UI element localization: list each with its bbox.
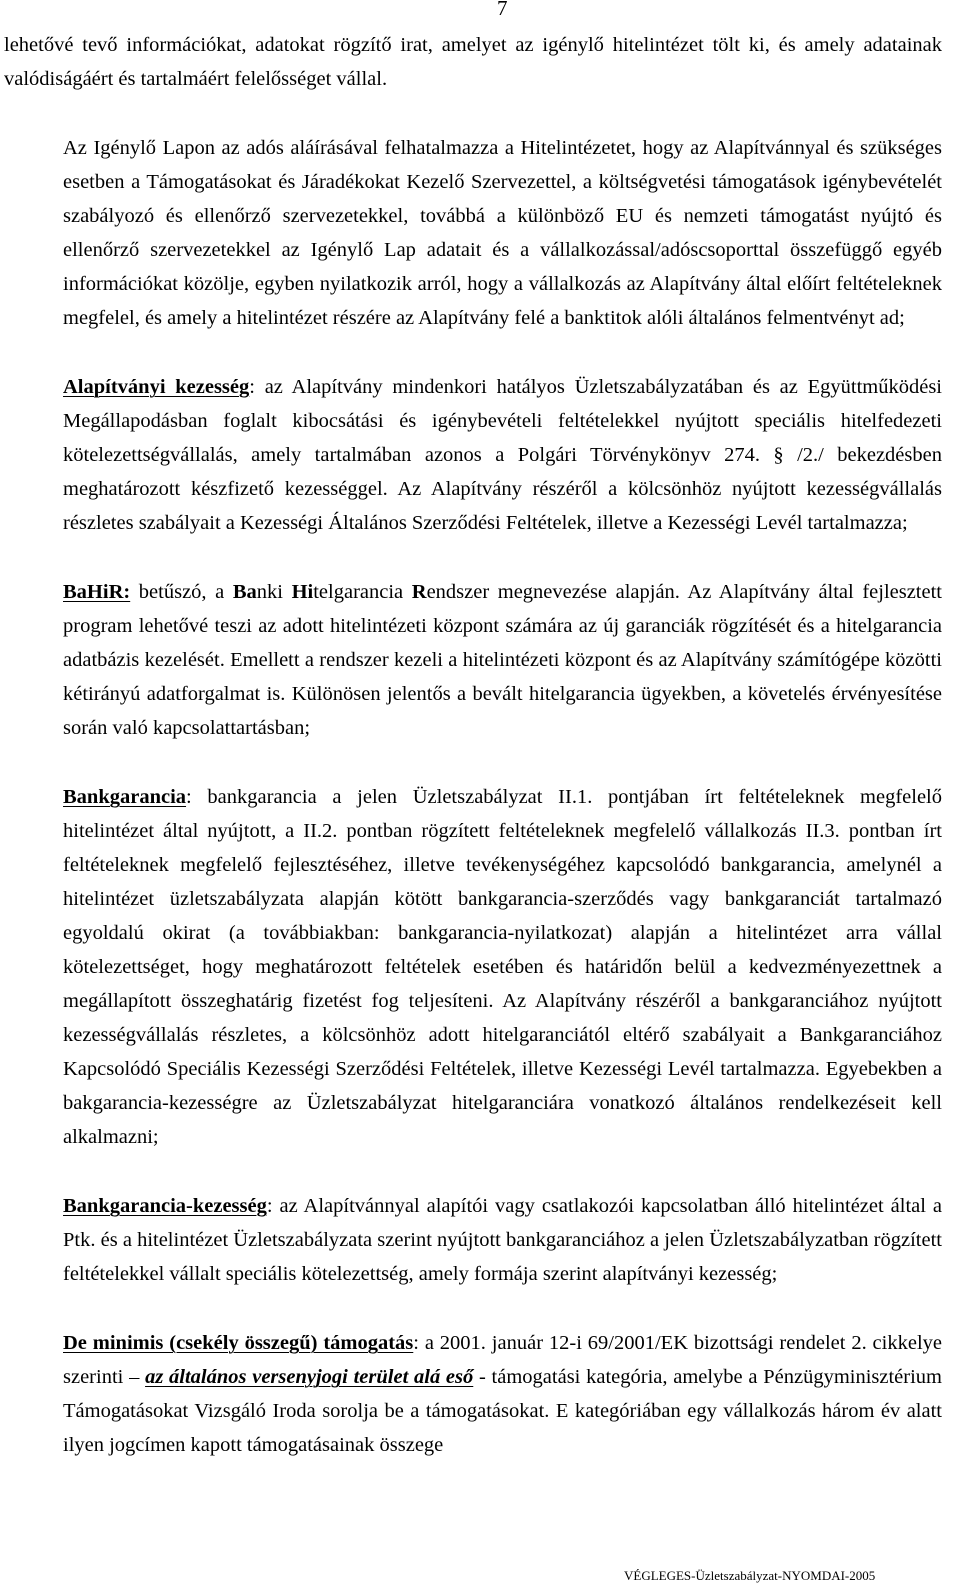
definition-text: : az Alapítvánnyal alapítói vagy csatlakozói kapcsolatban álló hitelintézet által a Ptk. és a hitelintézet Üzletszabályzata szerint nyújtott bankgaranciához a jelen Üzletszabályzatban rögzített feltételekkel vállalt speciális kötelezettség, amely formája szerint alapítványi kezesség;: [63, 1195, 942, 1285]
term-de-minimis: De minimis (csekély összegű) támogatás: [63, 1332, 414, 1354]
term-bankgarancia-kezesseg: Bankgarancia-kezesség: [63, 1195, 267, 1217]
term-bahir: BaHiR:: [63, 581, 131, 603]
definition-text: : az Alapítvány mindenkori hatályos Üzletszabályzatában és az Együttműködési Megállapodásban foglalt kibocsátási és igénybevételi feltételekkel nyújtott speciális hitelfedezeti kötelezettségvállalás, amely tartalmában azonos a Polgári Törvénykönyv 274. § /2./ bekezdésben meghatározott készfizető kezességgel. Az Alapítvány részéről a kölcsönhöz nyújtott kezességvállalás részletes szabályait a Kezességi Általános Szerződési Feltételek, illetve a Kezességi Levél tartalmazza;: [63, 376, 942, 534]
definition-text: : bankgarancia a jelen Üzletszabályzat II.1. pontjában írt feltételeknek megfelelő hitelintézet által nyújtott, a II.2. pontban rögzített feltételeknek megfelelő vállalkozás II.3. pontban írt feltételeknek megfelelő fejlesztéséhez, illetve tevékenységéhez kapcsolódó bankgarancia, amelynél a hitelintézet üzletszabályzata alapján kötött bankgarancia-szerződés vagy bankgaranciát tartalmazó egyoldalú okirat (a továbbiakban: bankgarancia-nyilatkozat) alapján a hitelintézet arra vállal kötelezettséget, hogy meghatározott feltételek esetében és határidőn belül a kedvezményezettnek a megállapított összeghatárig fizetést fog teljesíteni. Az Alapítvány részéről a bankgaranciához nyújtott kezességvállalás részletes, a kölcsönhöz adott hitelgaranciától eltérő szabályait a Bankgaranciához Kapcsolódó Speciális Kezességi Szerződési Feltételek, illetve Kezességi Levél tartalmazza. Egyebekben a bakgarancia-kezességre az Üzletszabályzat hitelgaranciára vonatkozó általános rendelkezéseit kell alkalmazni;: [63, 786, 942, 1148]
definition-text: nki: [256, 581, 292, 603]
definition-de-minimis: [4, 1326, 942, 1462]
acronym-letter: R: [411, 581, 427, 603]
definition-text: endszer megnevezése alapján. Az Alapítvány által fejlesztett program lehetővé teszi az adott hitelintézeti központ számára az új garanciák rögzítését és a hitelgarancia adatbázis kezelését. Emellett a rendszer kezeli a hitelintézeti központ és az Alapítvány számítógépe közötti kétirányú adatforgalmat is. Különösen jelentős a bevált hitelgarancia ügyekben, a követelés érvényesítése során való kapcsolattartásban;: [63, 581, 942, 739]
definition-text: telgarancia: [313, 581, 412, 603]
definition-bankgarancia: [4, 780, 942, 1154]
acronym-letter: Hi: [291, 581, 314, 603]
acronym-letter: Ba: [232, 581, 257, 603]
definition-alapitvanyi-kezesseg: [4, 370, 942, 540]
emphasized-phrase: az általános versenyjogi terület alá eső: [145, 1366, 474, 1388]
paragraph-continued: lehetővé tevő információkat, adatokat rögzítő irat, amelyet az igénylő hitelintézet tölt ki, és amely adatainak valódiságáért és tartalmáért felelősséget vállal.: [4, 34, 942, 90]
term-bankgarancia: Bankgarancia: [63, 786, 187, 808]
footer-document-id: VÉGLEGES-Üzletszabályzat-NYOMDAI-2005: [624, 1568, 876, 1583]
definition-bankgarancia-kezesseg: [4, 1189, 942, 1291]
definition-bahir: [4, 575, 942, 745]
definition-text: betűszó, a: [130, 581, 233, 603]
page-number: 7: [497, 0, 508, 20]
term-alapitvanyi-kezesseg: Alapítványi kezesség: [63, 376, 250, 398]
document-body: [4, 28, 942, 1497]
definition-text: - támogatási kategória, amelybe a Pénzügyminisztérium Támogatásokat Vizsgáló Iroda sorolja be a támogatásokat. E kategóriában egy vállalkozás három év alatt ilyen jogcímen kapott támogatásainak összege: [63, 1366, 942, 1456]
definition-text: : a 2001. január 12-i 69/2001/EK bizottsági rendelet 2. cikkelye szerinti –: [63, 1332, 942, 1388]
paragraph-igenylo-lap: Az Igénylő Lapon az adós aláírásával felhatalmazza a Hitelintézetet, hogy az Alapítvánnyal és szükséges esetben a Támogatásokat és Járadékokat Kezelő Szervezettel, a költségvetési támogatások igénybevételét szabályozó és ellenőrző szervezetekkel, továbbá a különböző EU és nemzeti támogatást nyújtó és ellenőrző szervezetekkel az Igénylő Lap adatait és a vállalkozással/adóscsoporttal összefüggő egyéb információkat közölje, egyben nyilatkozik arról, hogy a vállalkozás az Alapítvány által előírt feltételeknek megfelel, és amely a hitelintézet részére az Alapítvány felé a banktitok alóli általános felmentvényt ad;: [63, 137, 942, 329]
